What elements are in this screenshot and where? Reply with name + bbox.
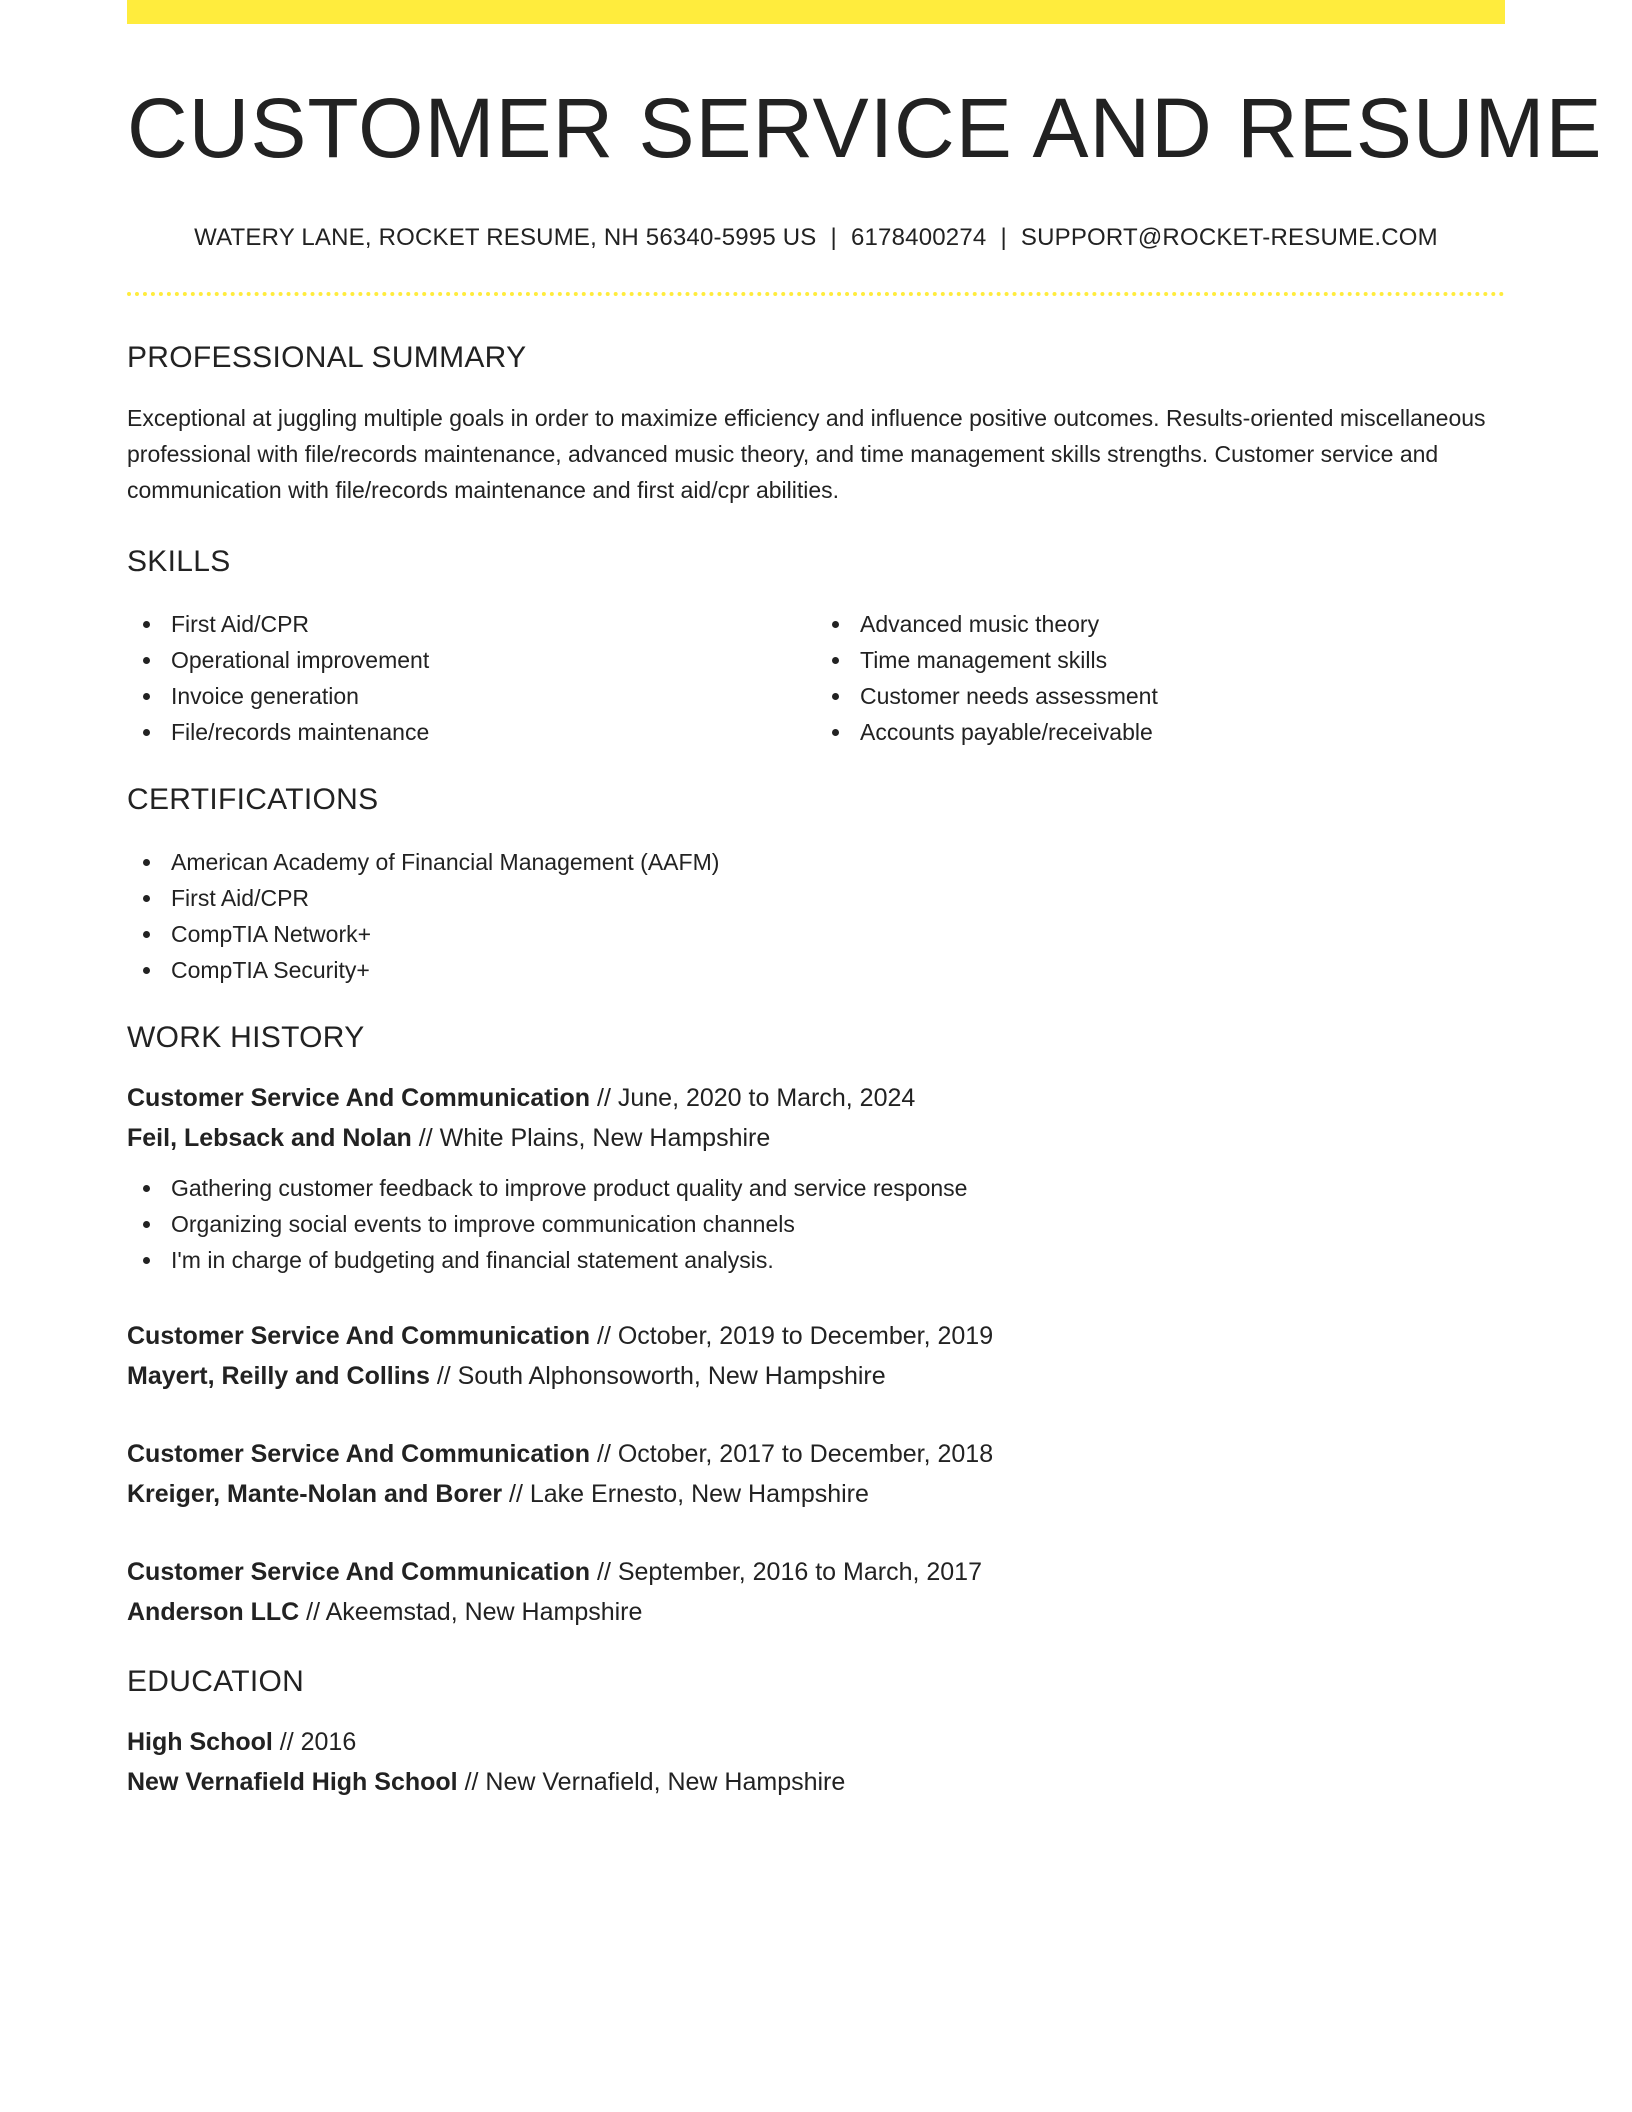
contact-separator: |: [1000, 224, 1007, 252]
contact-address: WATERY LANE, ROCKET RESUME, NH 56340-5995 US: [194, 224, 817, 252]
skill-item: Accounts payable/receivable: [816, 714, 1505, 750]
skill-item: File/records maintenance: [127, 714, 816, 750]
skill-item: First Aid/CPR: [127, 606, 816, 642]
job-role: Customer Service And Communication: [127, 1440, 591, 1469]
summary-text: Exceptional at juggling multiple goals in order to maximize efficiency and influence positive outcomes. Results-oriented miscellaneous professional with file/records maintenance, advanced music theory, and time management skills strengths. Customer service and communication with file/records maintenance and first aid/cpr abilities.: [127, 405, 1486, 504]
job-location: // White Plains, New Hampshire: [418, 1124, 771, 1153]
dotted-divider: [127, 292, 1505, 296]
job-bullets: [127, 1170, 1505, 1278]
job-bullet: Gathering customer feedback to improve product quality and service response: [127, 1170, 1505, 1206]
job-company-line: [127, 1474, 1505, 1514]
contact-phone: 6178400274: [850, 224, 987, 252]
job-title-line: [127, 1316, 1505, 1356]
job-bullet: I'm in charge of budgeting and financial statement analysis.: [127, 1242, 1505, 1278]
job-company: Kreiger, Mante-Nolan and Borer: [127, 1480, 503, 1509]
job-dates: // October, 2019 to December, 2019: [597, 1322, 994, 1351]
skill-item: Time management skills: [816, 642, 1505, 678]
job-company: Anderson LLC: [127, 1598, 300, 1627]
education-school-line: [127, 1762, 1505, 1802]
job-dates: // September, 2016 to March, 2017: [597, 1558, 982, 1587]
job-location: // South Alphonsoworth, New Hampshire: [436, 1362, 886, 1391]
skills-grid: [127, 606, 1505, 750]
job-title-line: [127, 1078, 1505, 1118]
skill-item: Customer needs assessment: [816, 678, 1505, 714]
contact-line: [127, 224, 1505, 252]
job-company-line: [127, 1592, 1505, 1632]
certification-item: CompTIA Security+: [127, 952, 1505, 988]
education-location: // New Vernafield, New Hampshire: [464, 1768, 846, 1797]
skills-column-left: [127, 606, 816, 750]
skills-column-right: [816, 606, 1505, 750]
resume-name: CUSTOMER SERVICE AND RESUME: [127, 81, 1603, 175]
skill-item: Invoice generation: [127, 678, 816, 714]
certifications-list: [127, 844, 1505, 988]
work-history-heading: WORK HISTORY: [127, 1021, 365, 1055]
job-entry: [127, 1552, 1505, 1632]
skill-item: Advanced music theory: [816, 606, 1505, 642]
education-degree-line: [127, 1722, 1505, 1762]
job-company-line: [127, 1356, 1505, 1396]
contact-email: SUPPORT@ROCKET-RESUME.COM: [1020, 224, 1438, 252]
skill-item: Operational improvement: [127, 642, 816, 678]
accent-top-bar: [127, 0, 1505, 24]
education-entry: [127, 1722, 1505, 1802]
job-dates: // June, 2020 to March, 2024: [597, 1084, 916, 1113]
certification-item: CompTIA Network+: [127, 916, 1505, 952]
summary-heading: PROFESSIONAL SUMMARY: [127, 341, 527, 375]
certification-item: American Academy of Financial Management (AAFM): [127, 844, 1505, 880]
education-school: New Vernafield High School: [127, 1768, 458, 1797]
job-entry: [127, 1078, 1505, 1278]
job-location: // Akeemstad, New Hampshire: [306, 1598, 643, 1627]
job-location: // Lake Ernesto, New Hampshire: [509, 1480, 869, 1509]
job-dates: // October, 2017 to December, 2018: [597, 1440, 994, 1469]
contact-separator: |: [830, 224, 837, 252]
skills-heading: SKILLS: [127, 545, 231, 579]
job-company-line: [127, 1118, 1505, 1158]
job-title-line: [127, 1434, 1505, 1474]
education-degree: High School: [127, 1728, 273, 1757]
job-company: Mayert, Reilly and Collins: [127, 1362, 430, 1391]
certifications-heading: CERTIFICATIONS: [127, 783, 379, 817]
job-bullet: Organizing social events to improve communication channels: [127, 1206, 1505, 1242]
job-company: Feil, Lebsack and Nolan: [127, 1124, 412, 1153]
education-year: // 2016: [279, 1728, 357, 1757]
job-role: Customer Service And Communication: [127, 1084, 591, 1113]
certification-item: First Aid/CPR: [127, 880, 1505, 916]
job-title-line: [127, 1552, 1505, 1592]
job-role: Customer Service And Communication: [127, 1322, 591, 1351]
education-heading: EDUCATION: [127, 1665, 305, 1699]
job-entry: [127, 1316, 1505, 1396]
job-entry: [127, 1434, 1505, 1514]
job-role: Customer Service And Communication: [127, 1558, 591, 1587]
